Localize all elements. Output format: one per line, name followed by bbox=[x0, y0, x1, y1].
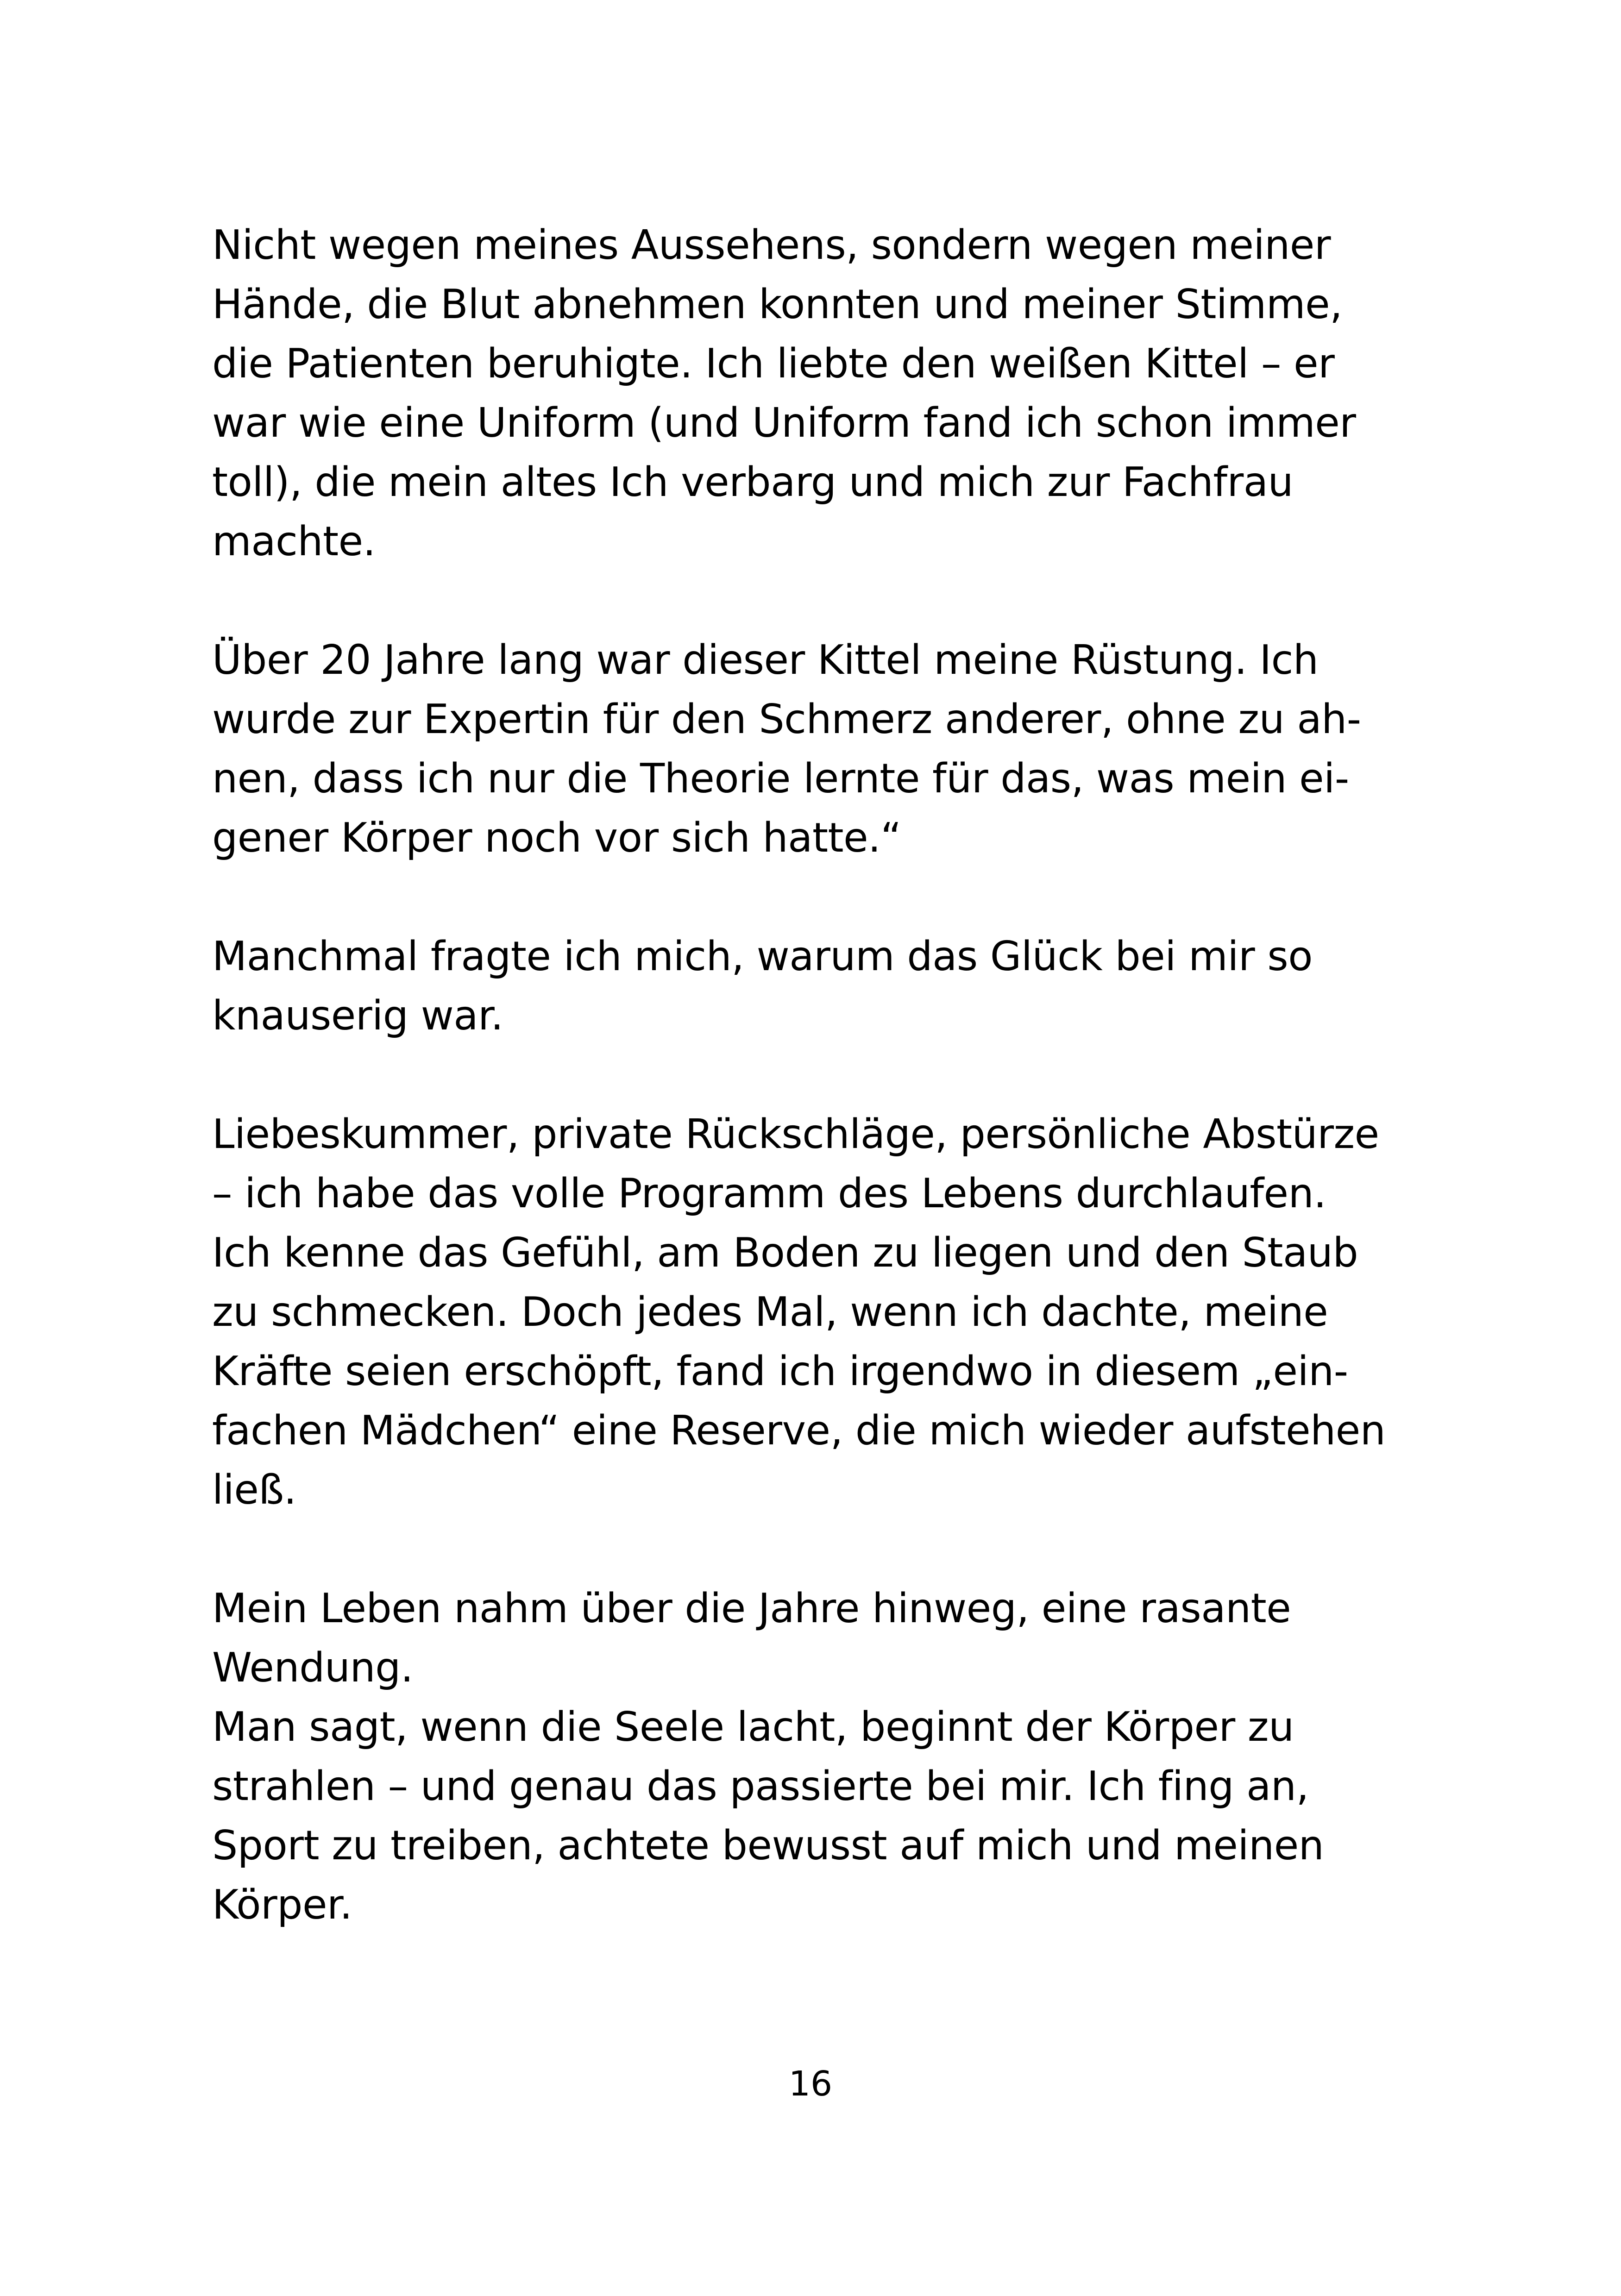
text-line: Mein Leben nahm über die Jahre hinweg, eine rasante bbox=[212, 1585, 1291, 1632]
text-line: war wie eine Uniform (und Uniform fand ich schon immer bbox=[212, 399, 1356, 446]
text-line: gener Körper noch vor sich hatte.“ bbox=[212, 814, 901, 861]
text-line: wurde zur Expertin für den Schmerz anderer, ohne zu ah- bbox=[212, 696, 1361, 743]
page-number: 16 bbox=[788, 2064, 833, 2104]
text-line: Manchmal fragte ich mich, warum das Glück bei mir so bbox=[212, 933, 1313, 980]
text-line: fachen Mädchen“ eine Reserve, die mich wieder aufstehen bbox=[212, 1407, 1386, 1454]
text-line: knauserig war. bbox=[212, 992, 503, 1039]
text-line: toll), die mein altes Ich verbarg und mich zur Fachfrau bbox=[212, 458, 1294, 506]
paragraph bbox=[212, 215, 1416, 571]
text-line: Über 20 Jahre lang war dieser Kittel meine Rüstung. Ich bbox=[212, 636, 1319, 684]
text-line: Wendung. bbox=[212, 1644, 413, 1691]
text-line: Kräfte seien erschöpft, fand ich irgendwo in diesem „ein- bbox=[212, 1348, 1348, 1395]
body-text bbox=[212, 215, 1416, 1934]
text-line: – ich habe das volle Programm des Lebens durchlaufen. bbox=[212, 1170, 1326, 1217]
text-line: Körper. bbox=[212, 1881, 352, 1928]
text-line: Hände, die Blut abnehmen konnten und meiner Stimme, bbox=[212, 281, 1343, 328]
text-line: machte. bbox=[212, 518, 376, 565]
text-line: strahlen – und genau das passierte bei mir. Ich fing an, bbox=[212, 1763, 1309, 1810]
text-line: Man sagt, wenn die Seele lacht, beginnt der Körper zu bbox=[212, 1703, 1294, 1750]
text-line: Liebeskummer, private Rückschläge, persönliche Abstürze bbox=[212, 1110, 1379, 1158]
paragraph bbox=[212, 1104, 1416, 1519]
paragraph bbox=[212, 927, 1416, 1045]
paragraph bbox=[212, 1579, 1416, 1934]
text-line: Sport zu treiben, achtete bewusst auf mich und meinen bbox=[212, 1822, 1324, 1869]
text-line: Ich kenne das Gefühl, am Boden zu liegen und den Staub bbox=[212, 1229, 1358, 1276]
text-line: die Patienten beruhigte. Ich liebte den weißen Kittel – er bbox=[212, 340, 1335, 387]
text-line: ließ. bbox=[212, 1466, 296, 1513]
text-line: zu schmecken. Doch jedes Mal, wenn ich dachte, meine bbox=[212, 1288, 1328, 1336]
text-line: Nicht wegen meines Aussehens, sondern wegen meiner bbox=[212, 221, 1331, 269]
paragraph bbox=[212, 630, 1416, 867]
text-line: nen, dass ich nur die Theorie lernte für das, was mein ei- bbox=[212, 755, 1349, 802]
